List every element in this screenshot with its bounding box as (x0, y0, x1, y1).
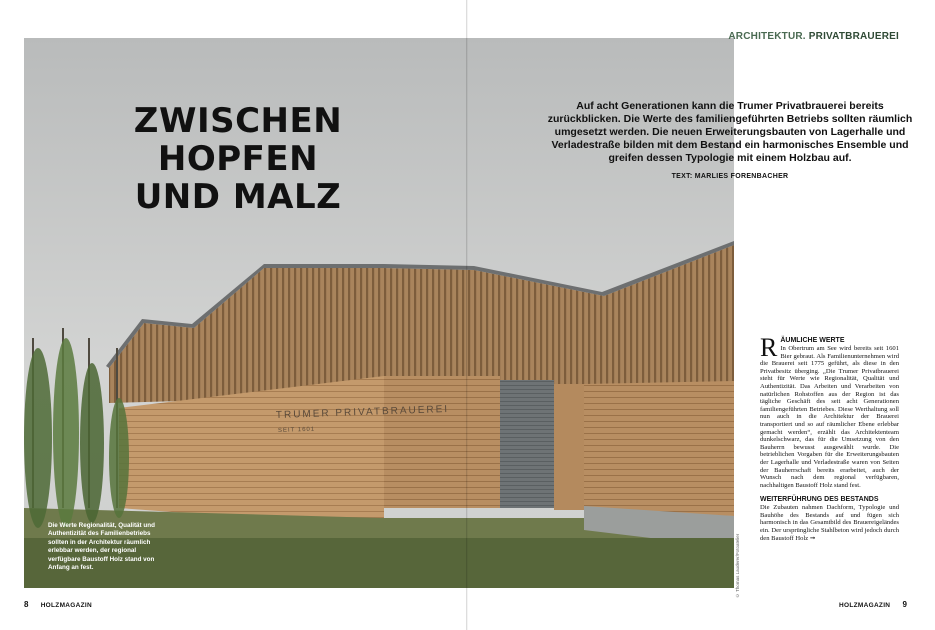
building-sign-name: TRUMER PRIVATBRAUEREI (275, 403, 450, 421)
article-body (760, 333, 899, 542)
article-intro: Auf acht Generationen kann die Trumer Privatbrauerei bereits zurückblicken. Die Werte des familiengeführten Betriebs sollten räumlich umgesetzt werden. Die neuen Erweiterungsbauten von Lagerhalle und Verladestraße bilden mit dem Bestand ein harmonisches Ensemble und greifen dessen Typologie mit einem Holzbau auf. (547, 100, 913, 164)
headline-line-1: ZWISCHEN HOPFEN (133, 101, 343, 179)
photo-credit: © Thomas Lauderer/Fotoatelier (735, 533, 740, 598)
continue-arrow-icon: ➞ (809, 533, 816, 542)
byline: TEXT: MARLIES FORENBACHER (671, 173, 789, 180)
body-paragraph-1: In Obertrum am See wird bereits seit 1601 Bier gebraut. Als Familienunternehmen wird die Brauerei seit 1775 geführt, als diese in den Privatbesitz überging. „Die Trumer Privatbrauerei steht für Werte wie Regionalität, Qualität und Authentizität. Das Arbeiten und Verarbeiten von natürlichen Rohstoffen aus der Region ist das tägliche Geschäft des seit acht Generationen familiengeführten Betriebes. Diese Werthaltung soll nun auch in die Architektur der Brauerei transportiert und so auf räumlicher Ebene erlebbar gemacht werden“, erzählt das Architektenteam dunkelschwarz, das für die Umsetzung von den Bauherrn bewusst ausgewählt wurde. Die betrieblichen Vorgaben für die Erweiterungsbauten der Lagerhalle und Verladestraße waren von Seiten der Bauherrschaft bereits erarbeitet, auch der Wunsch nach dem regional verfügbaren, nachhaltigen Baustoff Holz stand fest. (760, 345, 899, 489)
rubric-topic: PRIVATBRAUEREI (808, 31, 899, 42)
headline-line-2: UND MALZ (134, 177, 342, 217)
footer-left (24, 600, 92, 609)
body-paragraph-2 (760, 504, 899, 542)
page-number-right: 9 (902, 600, 907, 609)
magazine-name-right: HOLZMAGAZIN (838, 602, 891, 609)
building-sign-year: SEIT 1601 (277, 426, 316, 434)
body-paragraph-2-text: Die Zubauten nahmen Dachform, Typologie und Bauhöhe des Bestands auf und fügen sich harmonisch in das Gesamtbild des Brauereigeländes ein. Der ursprüngliche Stahlbeton wird jedoch durch den Baustoff Holz (760, 504, 899, 542)
magazine-name-left: HOLZMAGAZIN (40, 602, 93, 609)
drop-cap: R (760, 333, 778, 362)
footer-right (839, 600, 907, 609)
page-number-left: 8 (24, 600, 29, 609)
article-headline (58, 102, 418, 216)
section-rubric (728, 31, 899, 42)
spread-gutter (466, 0, 468, 630)
section-heading-1: ÄUMLICHE WERTE (780, 337, 845, 344)
section-heading-2: WEITERFÜHRUNG DES BESTANDS (760, 496, 879, 504)
photo-caption: Die Werte Regionalität, Qualität und Authentizität des Familienbetriebs sollten in der Architektur räumlich erlebbar werden, der regional verfügbare Baustoff Holz stand von Anfang an fest. (48, 522, 155, 572)
rubric-section: ARCHITEKTUR. (728, 31, 806, 42)
